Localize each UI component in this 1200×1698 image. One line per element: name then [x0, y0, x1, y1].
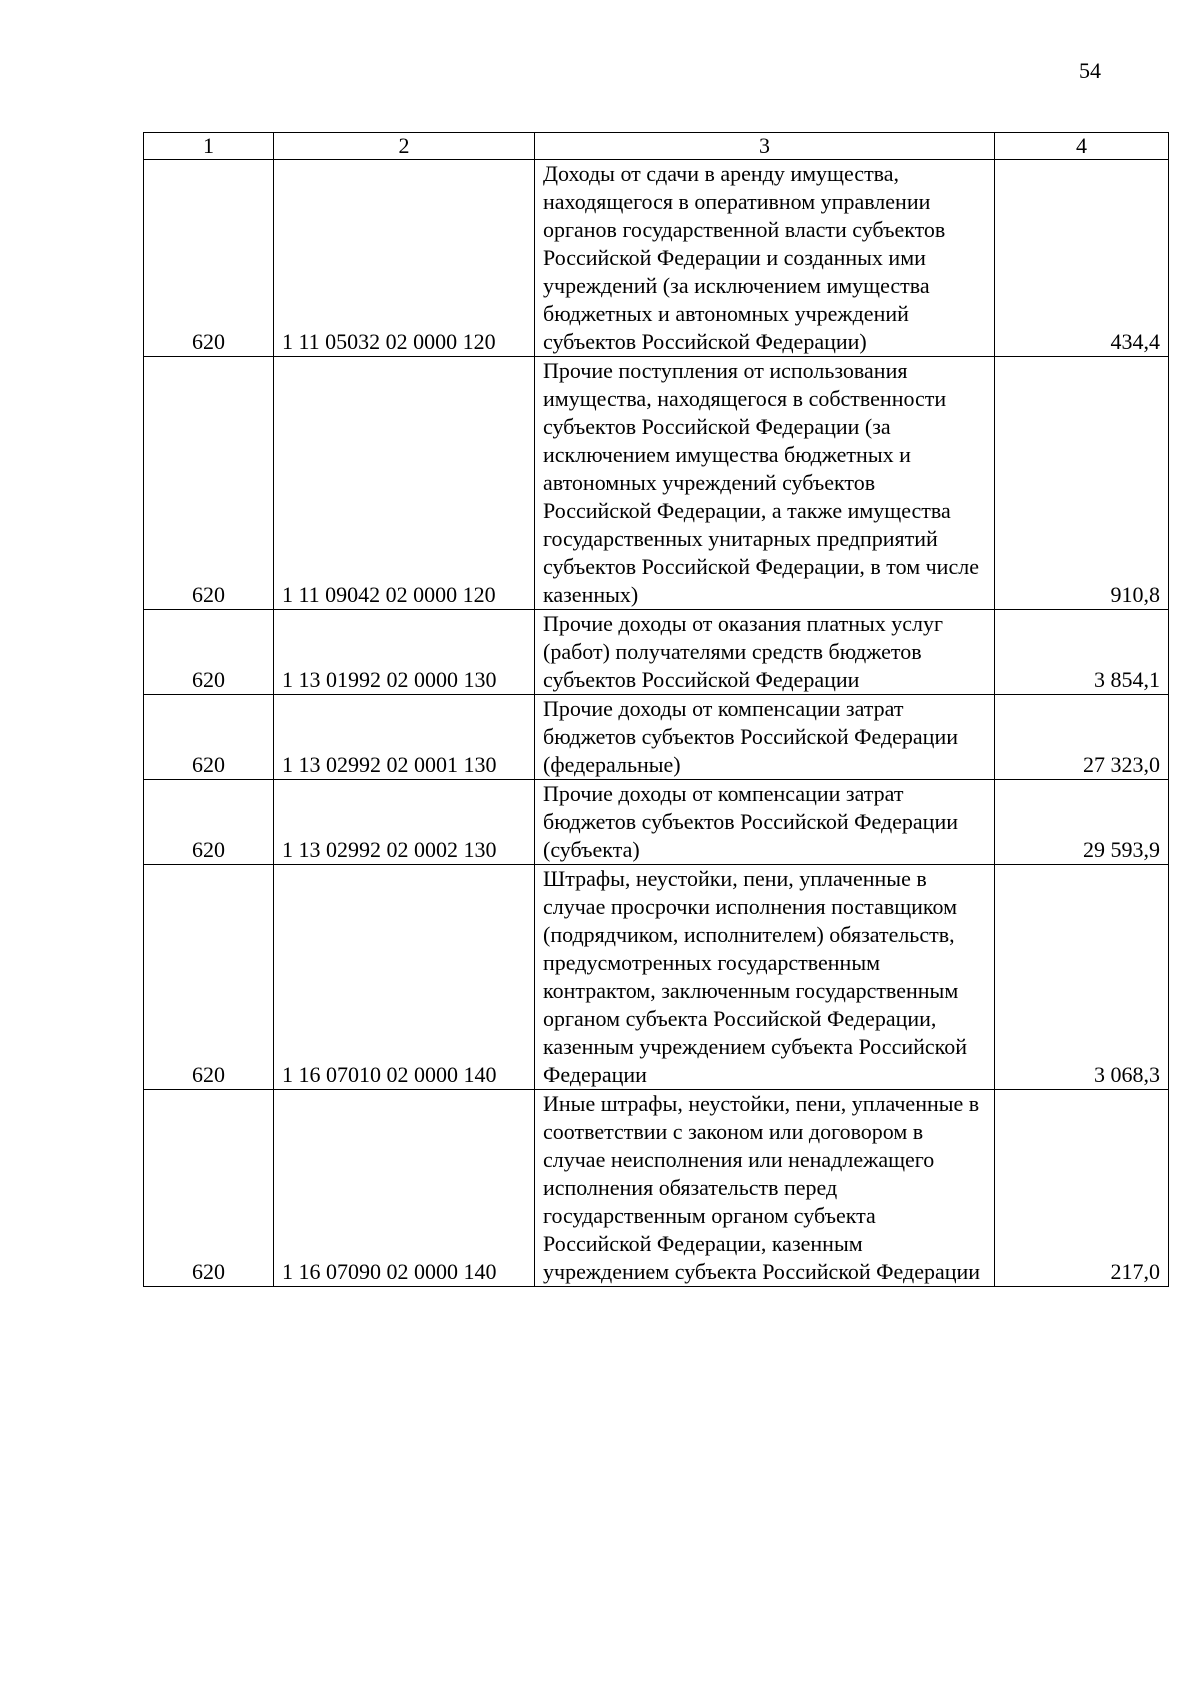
admin-code-cell: 620 — [144, 160, 274, 357]
revenue-name-cell: Прочие доходы от оказания платных услуг (работ) получателями средств бюджетов субъектов Российской Федерации — [535, 610, 995, 695]
column-header-2: 2 — [274, 133, 535, 160]
admin-code-cell: 620 — [144, 357, 274, 610]
amount-cell: 217,0 — [995, 1090, 1169, 1287]
budget-code-cell: 1 16 07090 02 0000 140 — [274, 1090, 535, 1287]
column-header-4: 4 — [995, 133, 1169, 160]
page-number: 54 — [1079, 58, 1101, 83]
budget-code-cell: 1 11 09042 02 0000 120 — [274, 357, 535, 610]
table-row — [144, 865, 1169, 1090]
admin-code-cell: 620 — [144, 780, 274, 865]
budget-code-cell: 1 16 07010 02 0000 140 — [274, 865, 535, 1090]
budget-code-cell: 1 13 02992 02 0002 130 — [274, 780, 535, 865]
revenue-name-cell: Прочие доходы от компенсации затрат бюджетов субъектов Российской Федерации (федеральные) — [535, 695, 995, 780]
revenue-name-cell: Прочие поступления от использования имущества, находящегося в собственности субъектов Российской Федерации (за исключением имущества бюджетных и автономных учреждений субъектов Российской Федерации, а также имущества государственных унитарных предприятий субъектов Российской Федерации, в том числе казенных) — [535, 357, 995, 610]
revenue-name-cell: Иные штрафы, неустойки, пени, уплаченные в соответствии с законом или договором в случае неисполнения или ненадлежащего исполнения обязательств перед государственным органом субъекта Российской Федерации, казенным учреждением субъекта Российской Федерации — [535, 1090, 995, 1287]
admin-code-cell: 620 — [144, 865, 274, 1090]
admin-code-cell: 620 — [144, 695, 274, 780]
budget-code-cell: 1 13 01992 02 0000 130 — [274, 610, 535, 695]
revenue-name-cell: Прочие доходы от компенсации затрат бюджетов субъектов Российской Федерации (субъекта) — [535, 780, 995, 865]
amount-cell: 3 068,3 — [995, 865, 1169, 1090]
amount-cell: 434,4 — [995, 160, 1169, 357]
table-header-row — [144, 133, 1169, 160]
table-row — [144, 695, 1169, 780]
table-row — [144, 160, 1169, 357]
revenue-name-cell: Штрафы, неустойки, пени, уплаченные в случае просрочки исполнения поставщиком (подрядчиком, исполнителем) обязательств, предусмотренных государственным контрактом, заключенным государственным органом субъекта Российской Федерации, казенным учреждением субъекта Российской Федерации — [535, 865, 995, 1090]
amount-cell: 27 323,0 — [995, 695, 1169, 780]
amount-cell: 910,8 — [995, 357, 1169, 610]
budget-revenue-table — [143, 132, 1169, 1287]
table-row — [144, 780, 1169, 865]
amount-cell: 3 854,1 — [995, 610, 1169, 695]
amount-cell: 29 593,9 — [995, 780, 1169, 865]
column-header-1: 1 — [144, 133, 274, 160]
budget-code-cell: 1 13 02992 02 0001 130 — [274, 695, 535, 780]
table-row — [144, 357, 1169, 610]
admin-code-cell: 620 — [144, 610, 274, 695]
admin-code-cell: 620 — [144, 1090, 274, 1287]
table-row — [144, 610, 1169, 695]
revenue-name-cell: Доходы от сдачи в аренду имущества, находящегося в оперативном управлении органов государственной власти субъектов Российской Федерации и созданных ими учреждений (за исключением имущества бюджетных и автономных учреждений субъектов Российской Федерации) — [535, 160, 995, 357]
table-row — [144, 1090, 1169, 1287]
column-header-3: 3 — [535, 133, 995, 160]
budget-code-cell: 1 11 05032 02 0000 120 — [274, 160, 535, 357]
